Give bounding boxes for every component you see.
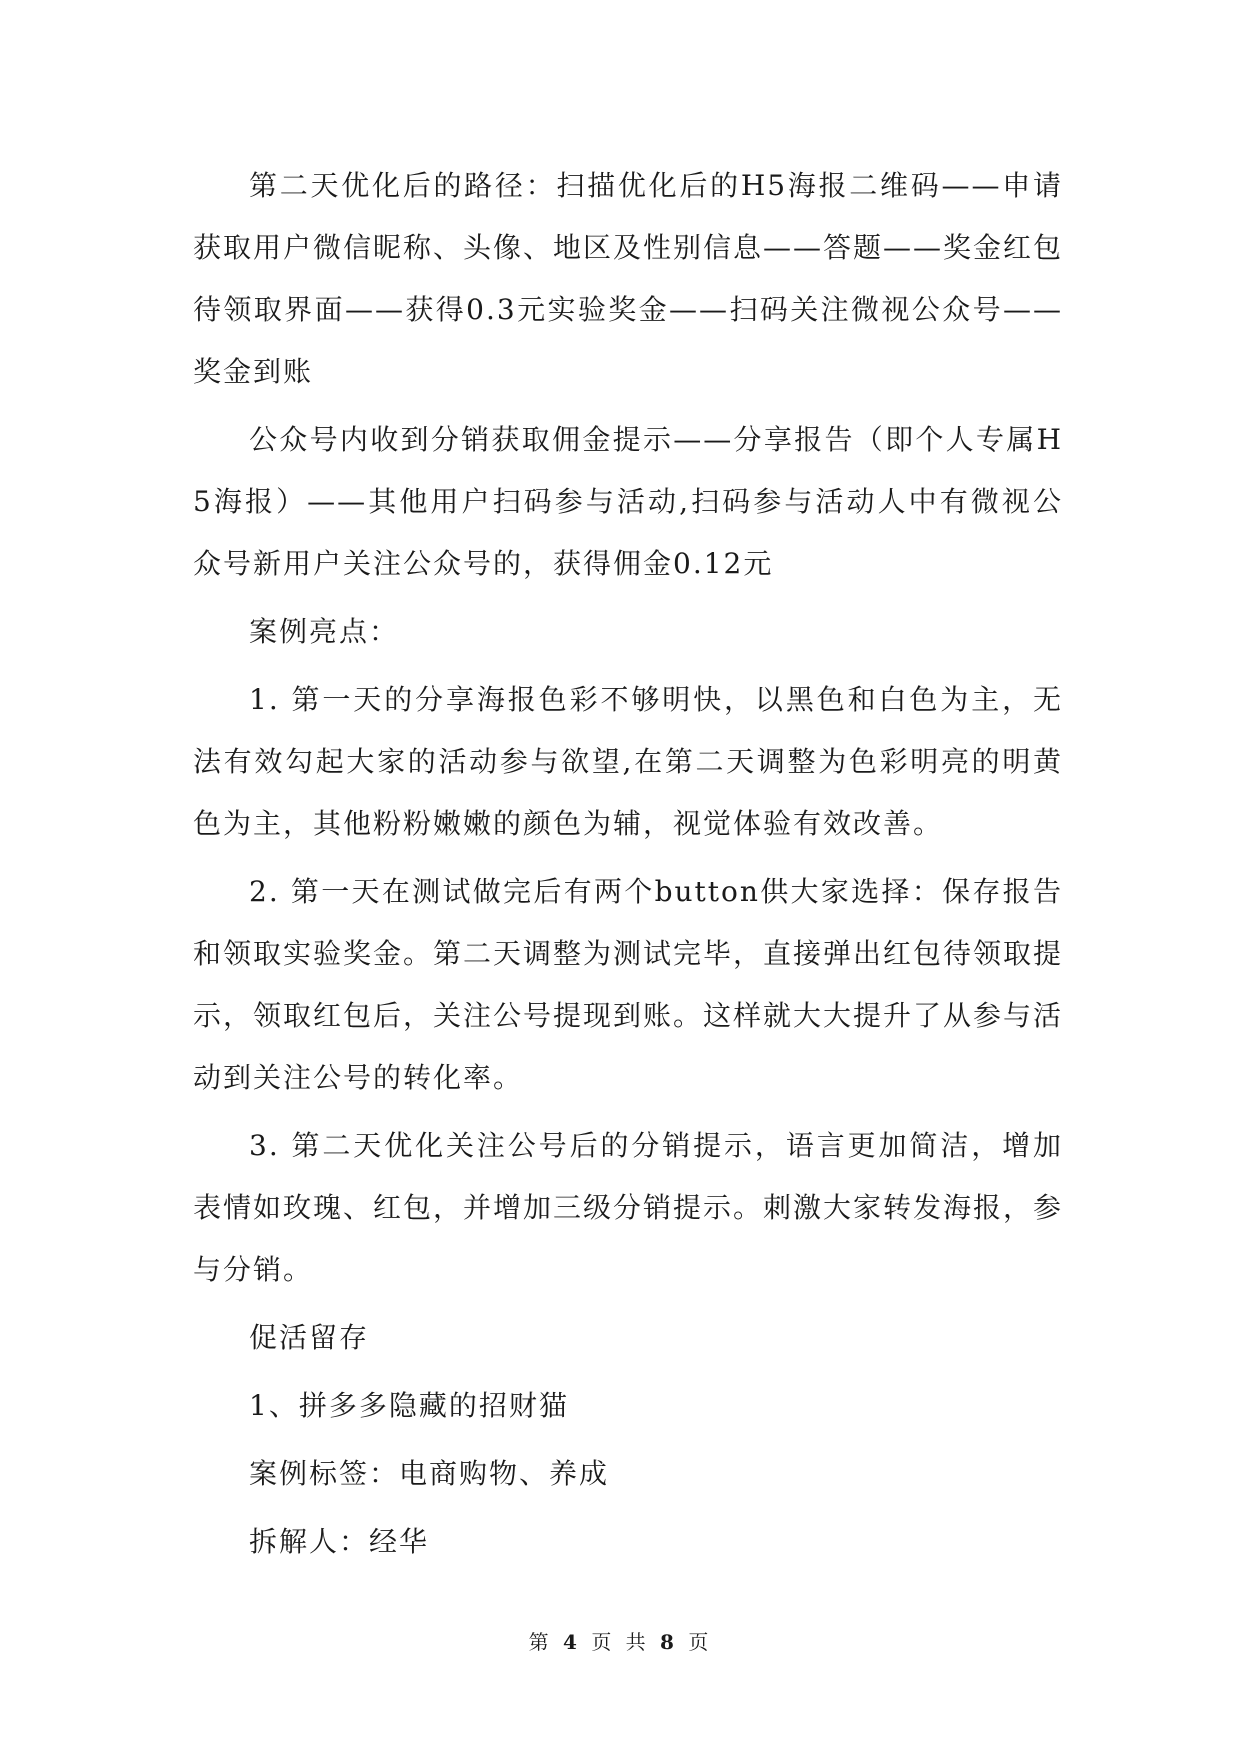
footer-suffix: 页 (688, 1630, 713, 1654)
footer-middle: 页 共 (591, 1630, 650, 1654)
section-heading-retention: 促活留存 (249, 1321, 370, 1354)
paragraph-highlight-2: 2. 第一天在测试做完后有两个button供大家选择：保存报告和领取实验奖金。第二天调整为测试完毕，直接弹出红包待领取提示，领取红包后，关注公号提现到账。这样就大大提升了从参与活动到关注公号的转化率。 (193, 875, 1064, 1094)
page-footer (0, 1626, 1241, 1655)
paragraph-highlight-1: 1. 第一天的分享海报色彩不够明快，以黑色和白色为主，无法有效勾起大家的活动参与欲望,在第二天调整为色彩明亮的明黄色为主，其他粉粉嫩嫩的颜色为辅，视觉体验有效改善。 (193, 683, 1063, 840)
paragraph-highlight-3: 3. 第二天优化关注公号后的分销提示，语言更加简洁，增加表情如玫瑰、红包，并增加三级分销提示。刺激大家转发海报，参与分销。 (193, 1129, 1064, 1286)
document-body (193, 155, 1063, 1573)
footer-prefix: 第 (528, 1630, 553, 1654)
footer-current-page: 4 (563, 1630, 581, 1654)
case-author: 拆解人：经华 (249, 1525, 430, 1558)
paragraph-path-day2: 第二天优化后的路径：扫描优化后的H5海报二维码——申请获取用户微信昵称、头像、地区及性别信息——答题——奖金红包待领取界面——获得0.3元实验奖金——扫码关注微视公众号——奖金到账 (193, 169, 1064, 388)
case-tags: 案例标签：电商购物、养成 (249, 1457, 610, 1490)
paragraph-highlights-heading: 案例亮点： (249, 615, 400, 648)
case-title: 1、拼多多隐藏的招财猫 (249, 1389, 569, 1422)
footer-total-pages: 8 (660, 1630, 678, 1654)
paragraph-commission: 公众号内收到分销获取佣金提示——分享报告（即个人专属H5海报）——其他用户扫码参与活动,扫码参与活动人中有微视公众号新用户关注公众号的，获得佣金0.12元 (193, 423, 1063, 580)
